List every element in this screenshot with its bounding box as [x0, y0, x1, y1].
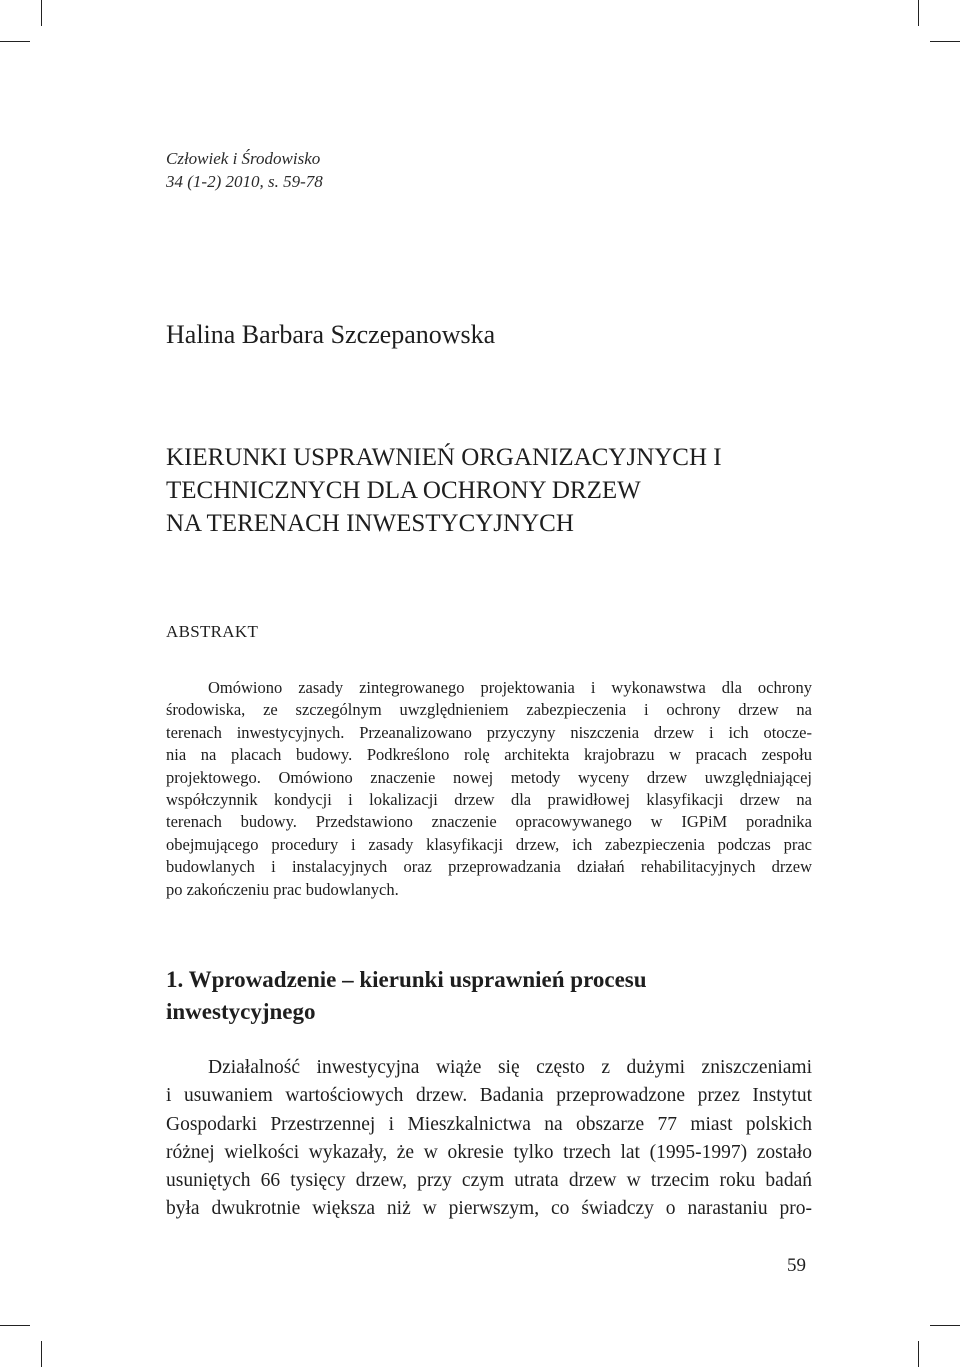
abstract-line: projektowego. Omówiono znaczenie nowej metody wyceny drzew uwzględniającej: [166, 767, 812, 787]
journal-reference: [166, 147, 323, 193]
title-line: KIERUNKI USPRAWNIEŃ ORGANIZACYJNYCH I: [166, 444, 722, 471]
body-paragraph: [166, 1054, 812, 1224]
crop-mark-top-right-horizontal: [930, 41, 960, 42]
body-line: usuniętych 66 tysięcy drzew, przy czym utrata drzew w trzecim roku badań: [166, 1170, 812, 1192]
author-name: Halina Barbara Szczepanowska: [166, 320, 496, 349]
crop-mark-bottom-left-horizontal: [0, 1325, 30, 1326]
journal-name: Człowiek i Środowisko: [166, 149, 321, 168]
abstract-line: terenach inwestycyjnych. Przeanalizowano przyczyny niszczenia drzew i ich otocze-: [166, 722, 812, 742]
title-line: TECHNICZNYCH DLA OCHRONY DRZEW: [166, 477, 641, 504]
abstract-line: współczynnik kondycji i lokalizacji drzew dla prawidłowej klasyfikacji drzew na: [166, 790, 812, 810]
abstract-line: terenach budowy. Przedstawiono znaczenie opracowywanego w IGPiM poradnika: [166, 812, 812, 832]
abstract-line: obejmującego procedury i zasady klasyfikacji drzew, ich zabezpieczenia podczas prac: [166, 834, 812, 854]
crop-mark-top-right-vertical: [918, 0, 919, 26]
body-line: różnej wielkości wykazały, że w okresie tylko trzech lat (1995-1997) zostało: [166, 1141, 812, 1163]
crop-mark-top-left-vertical: [41, 0, 42, 26]
crop-mark-bottom-left-vertical: [41, 1341, 42, 1367]
section-heading-line: 1. Wprowadzenie – kierunki usprawnień procesu: [166, 967, 647, 992]
abstract-heading: ABSTRAKT: [166, 622, 259, 641]
body-line: Działalność inwestycyjna wiąże się często z dużymi zniszczeniami: [208, 1057, 812, 1078]
abstract-line: Omówiono zasady zintegrowanego projektowania i wykonawstwa dla ochrony: [208, 678, 812, 697]
crop-mark-bottom-right-vertical: [918, 1341, 919, 1367]
title-line: NA TERENACH INWESTYCYJNYCH: [166, 510, 574, 537]
abstract-line: nia na placach budowy. Podkreślono rolę architekta krajobrazu w pracach zespołu: [166, 745, 812, 765]
abstract-text: [166, 677, 812, 901]
section-heading: [166, 964, 647, 1028]
abstract-line: budowlanych i instalacyjnych oraz przeprowadzania działań rehabilitacyjnych drzew: [166, 857, 812, 877]
crop-mark-top-left-horizontal: [0, 41, 30, 42]
abstract-line: środowiska, ze szczególnym uwzględnieniem zabezpieczenia i ochrony drzew na: [166, 700, 812, 720]
section-heading-line: inwestycyjnego: [166, 999, 316, 1024]
crop-mark-bottom-right-horizontal: [930, 1325, 960, 1326]
abstract-line: po zakończeniu prac budowlanych.: [166, 879, 399, 899]
body-line: i usuwaniem wartościowych drzew. Badania przeprowadzone przez Instytut: [166, 1085, 812, 1107]
body-line: Gospodarki Przestrzennej i Mieszkalnictwa na obszarze 77 miast polskich: [166, 1113, 812, 1135]
journal-citation: 34 (1-2) 2010, s. 59-78: [166, 172, 323, 191]
article-title: [166, 441, 722, 540]
page-number: 59: [787, 1255, 806, 1276]
body-line: była dwukrotnie większa niż w pierwszym, co świadczy o narastaniu pro-: [166, 1198, 812, 1220]
